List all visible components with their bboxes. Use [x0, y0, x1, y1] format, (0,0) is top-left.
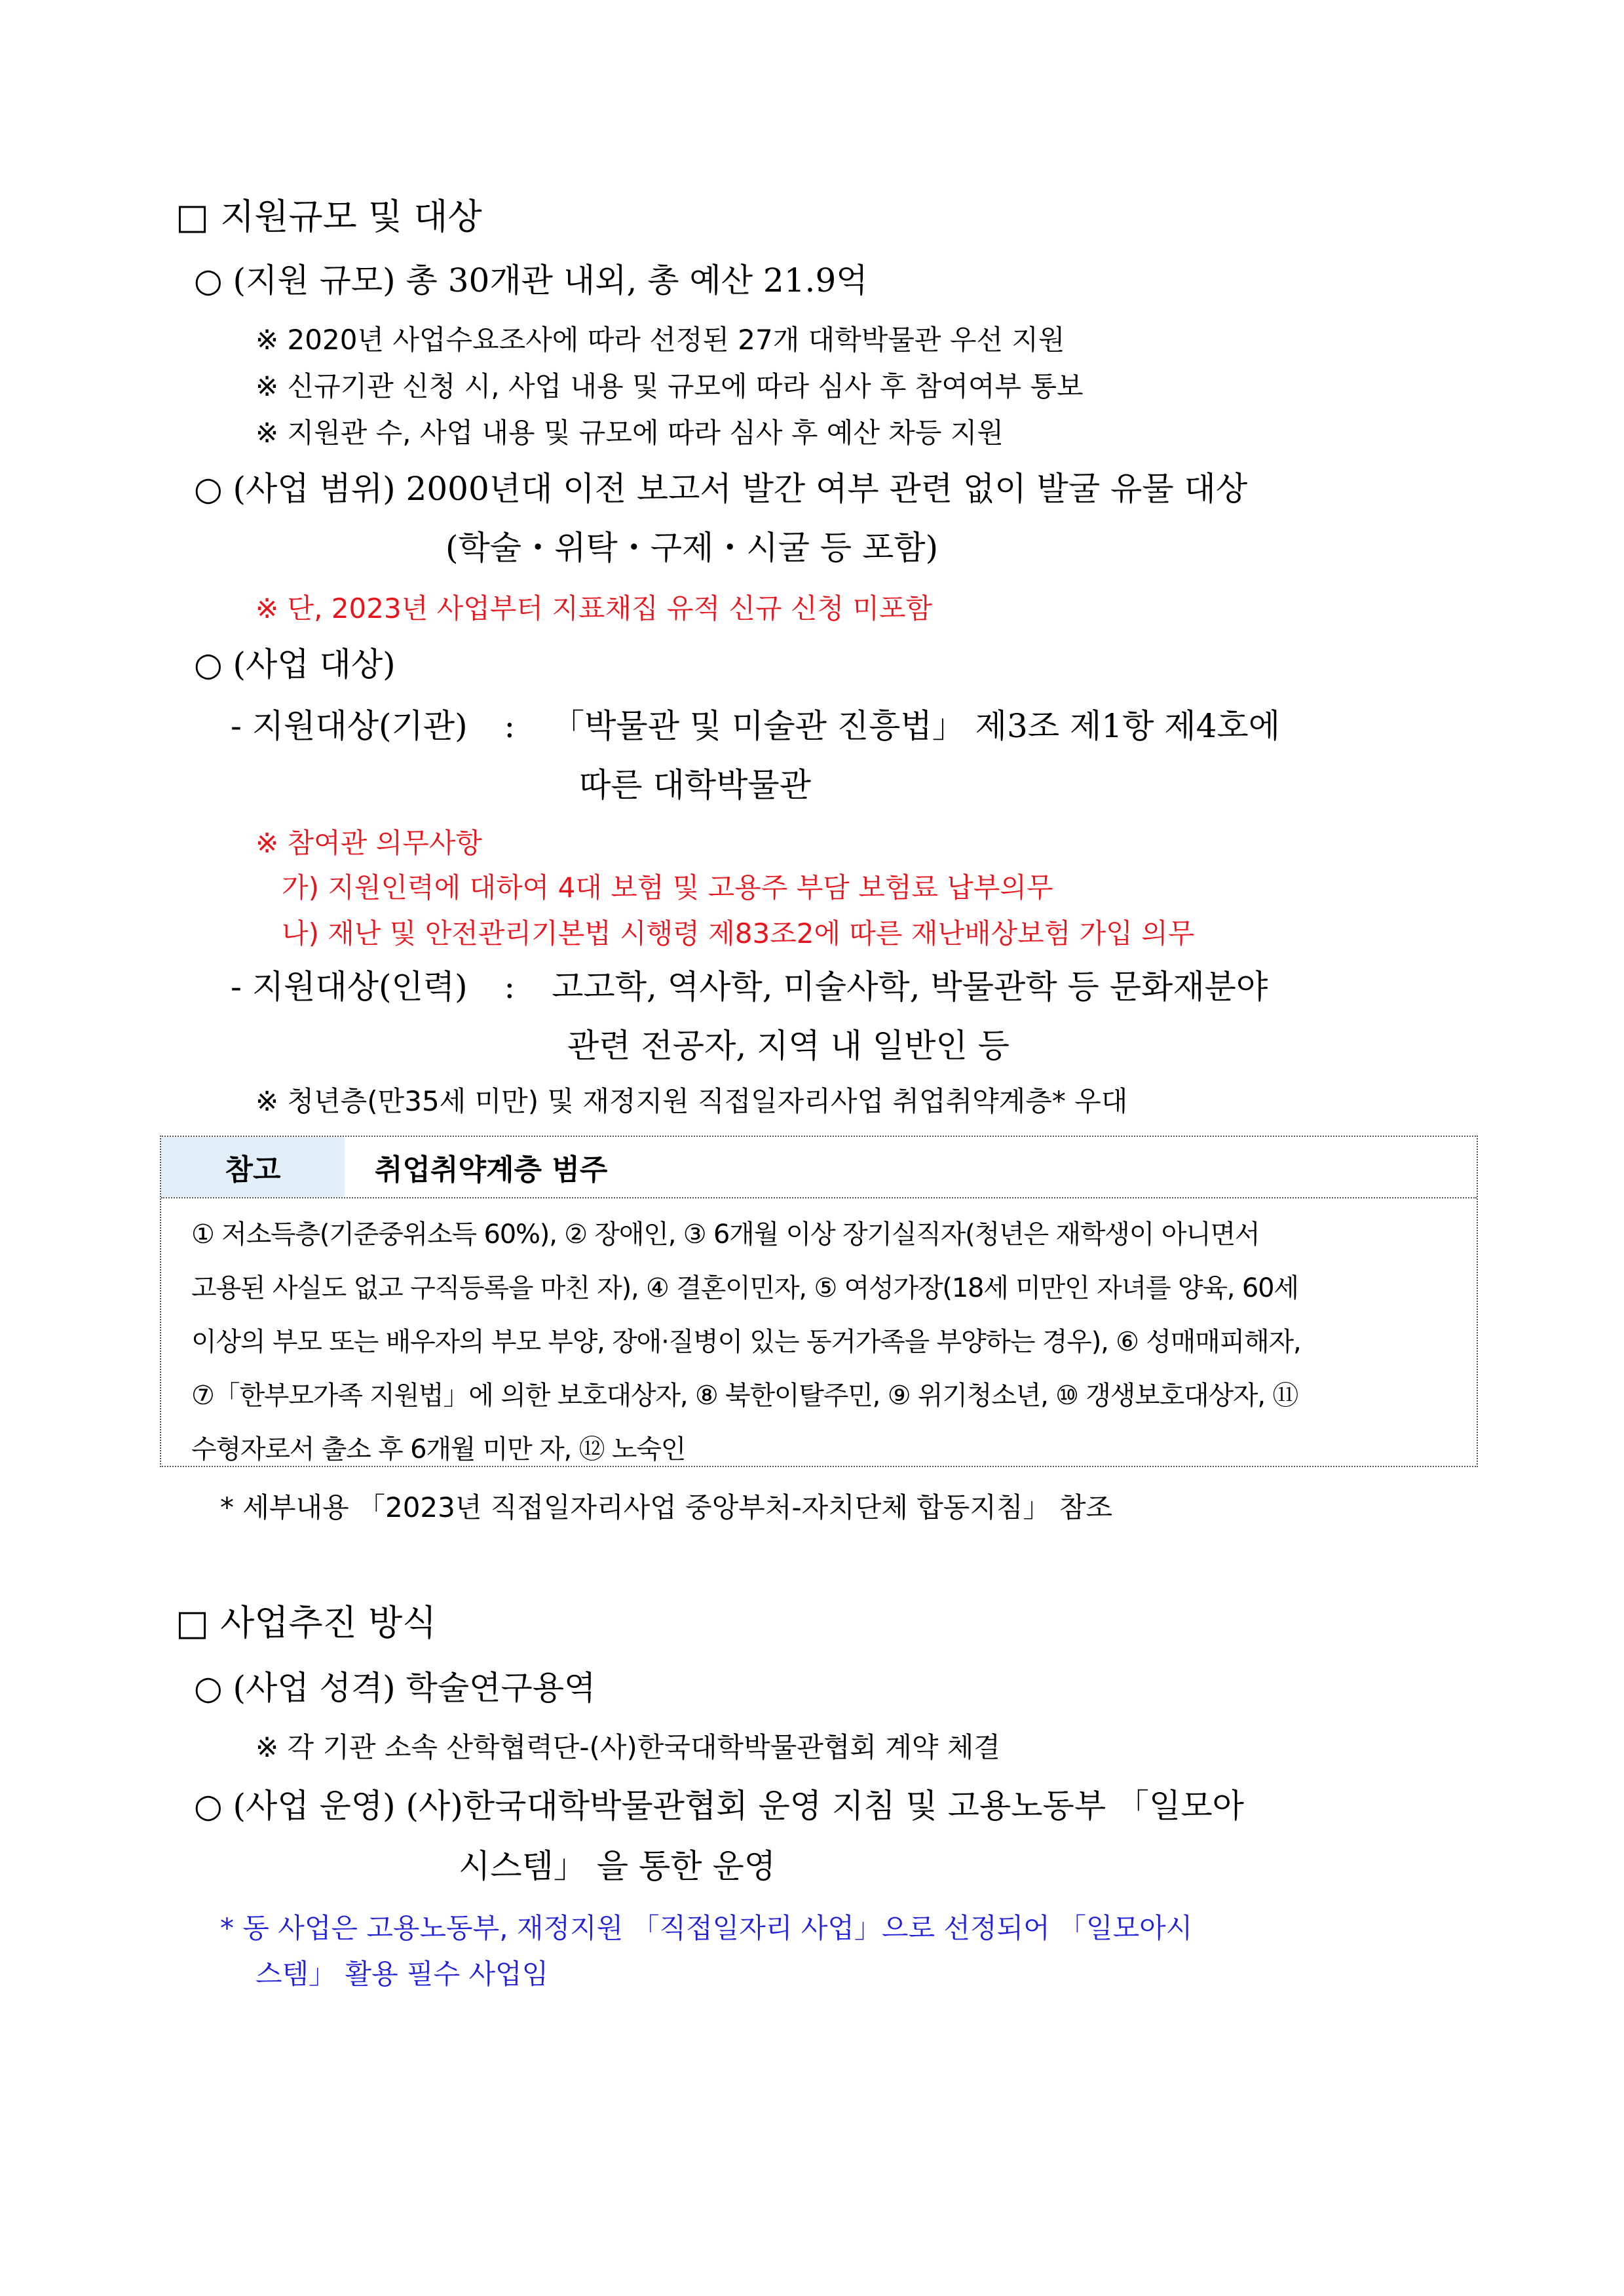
range-text-2: (학술・위탁・구제・시굴 등 포함) [445, 529, 939, 567]
scale-note-3: ※ 지원관 수, 사업 내용 및 규모에 따라 심사 후 예산 차등 지원 [255, 417, 1004, 449]
staff-label: - 지원대상(인력) [231, 968, 468, 1006]
inst-text-2: 따른 대학박물관 [579, 766, 811, 804]
inst-item [231, 700, 1280, 747]
nature-text: 학술연구용역 [406, 1669, 596, 1707]
reference-line: ① 저소득층(기준중위소득 60%), ② 장애인, ③ 6개월 이상 장기실직자(청년은 재학생이 아니면서 [191, 1219, 1260, 1250]
inst-text: 「박물관 및 미술관 진흥법」 제3조 제1항 제4호에 [552, 707, 1280, 745]
duty-title: ※ 참여관 의무사항 [255, 827, 482, 859]
reference-body [191, 1208, 1456, 1476]
reference-line: 고용된 사실도 없고 구직등록을 마친 자), ④ 결혼이민자, ⑤ 여성가장(18세 미만인 자녀를 양육, 60세 [191, 1273, 1298, 1303]
op-text: (사)한국대학박물관협회 운영 지침 및 고용노동부 「일모아 [406, 1787, 1244, 1825]
range-note: ※ 단, 2023년 사업부터 지표채집 유적 신규 신청 미포함 [255, 592, 933, 624]
staff-text: 고고학, 역사학, 미술사학, 박물관학 등 문화재분야 [552, 968, 1268, 1006]
reference-tag: 참고 [161, 1137, 345, 1197]
staff-text-2: 관련 전공자, 지역 내 일반인 등 [567, 1027, 1010, 1065]
staff-note: ※ 청년층(만35세 미만) 및 재정지원 직접일자리사업 취업취약계층* 우대 [255, 1085, 1128, 1117]
inst-sep: : [504, 707, 516, 745]
nature-note: ※ 각 기관 소속 산학협력단-(사)한국대학박물관협회 계약 체결 [255, 1731, 1000, 1763]
scale-label: ○ (지원 규모) [194, 261, 396, 299]
duty-b: 나) 재난 및 안전관리기본법 시행령 제83조2에 따른 재난배상보험 가입 의무 [282, 917, 1195, 949]
op-text-2: 시스템」 을 통한 운영 [459, 1847, 776, 1885]
reference-header [161, 1137, 1477, 1198]
op-note-2: 스템」 활용 필수 사업임 [255, 1958, 549, 1990]
range-label: ○ (사업 범위) [194, 470, 396, 508]
target-label: ○ (사업 대상) [194, 645, 396, 683]
scale-item [194, 254, 868, 301]
reference-line: ⑦「한부모가족 지원법」에 의한 보호대상자, ⑧ 북한이탈주민, ⑨ 위기청소년, ⑩ 갱생보호대상자, ⑪ [191, 1381, 1298, 1411]
op-label: ○ (사업 운영) [194, 1787, 396, 1825]
section1-heading: □ 지원규모 및 대상 [176, 196, 482, 237]
range-item [194, 463, 1247, 510]
op-note: * 동 사업은 고용노동부, 재정지원 「직접일자리 사업」으로 선정되어 「일모아시 [220, 1912, 1193, 1944]
section2-heading: □ 사업추진 방식 [176, 1602, 437, 1643]
scale-text: 총 30개관 내외, 총 예산 21.9억 [406, 261, 868, 299]
duty-a: 가) 지원인력에 대하여 4대 보험 및 고용주 부담 보험료 납부의무 [282, 871, 1053, 904]
staff-item [231, 961, 1268, 1008]
inst-label: - 지원대상(기관) [231, 707, 468, 745]
reference-title: 취업취약계층 범주 [375, 1153, 608, 1187]
staff-sep: : [504, 968, 516, 1006]
range-text: 2000년대 이전 보고서 발간 여부 관련 없이 발굴 유물 대상 [406, 470, 1248, 508]
reference-footnote: * 세부내용 「2023년 직접일자리사업 중앙부처-자치단체 합동지침」 참조 [220, 1491, 1113, 1523]
reference-line: 수형자로서 출소 후 6개월 미만 자, ⑫ 노숙인 [191, 1434, 686, 1464]
op-item [194, 1780, 1244, 1827]
nature-item [194, 1662, 595, 1709]
reference-line: 이상의 부모 또는 배우자의 부모 부양, 장애·질병이 있는 동거가족을 부양하는 경우), ⑥ 성매매피해자, [191, 1327, 1301, 1357]
nature-label: ○ (사업 성격) [194, 1669, 396, 1707]
scale-note-2: ※ 신규기관 신청 시, 사업 내용 및 규모에 따라 심사 후 참여여부 통보 [255, 370, 1084, 402]
reference-box [160, 1136, 1478, 1467]
scale-note-1: ※ 2020년 사업수요조사에 따라 선정된 27개 대학박물관 우선 지원 [255, 324, 1065, 356]
